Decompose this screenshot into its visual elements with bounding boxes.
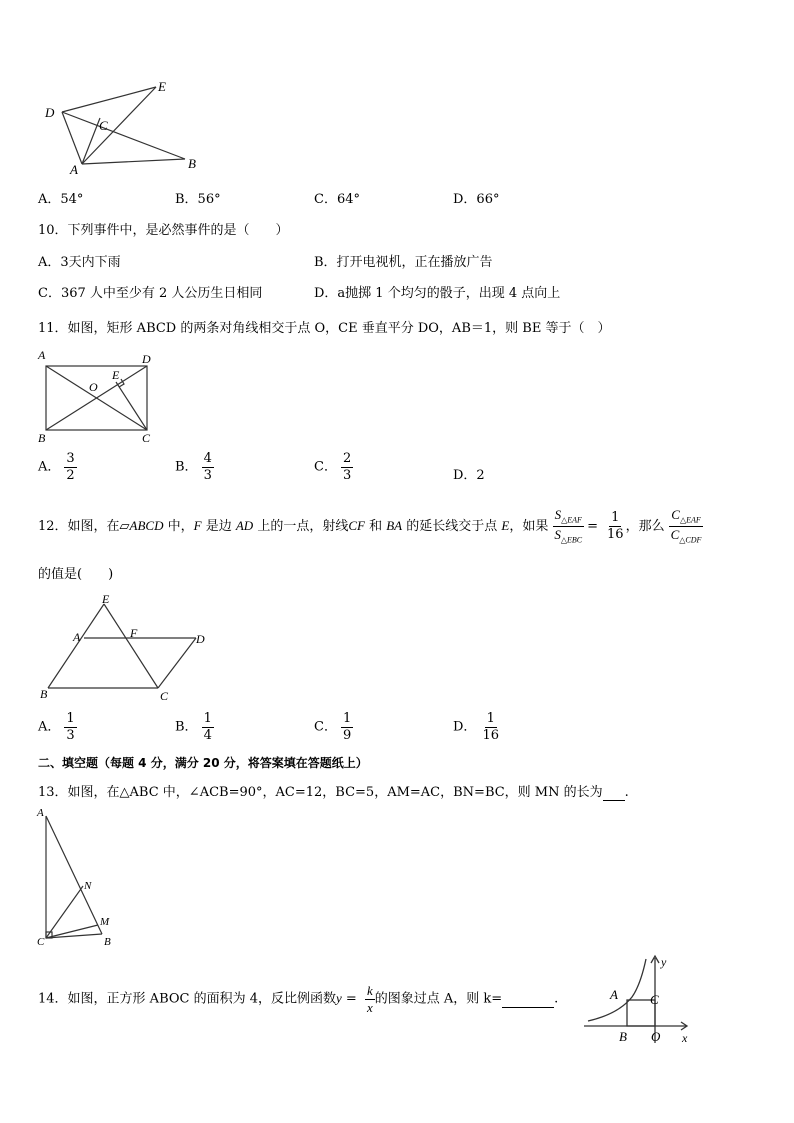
q14-answer-blank[interactable]: [502, 992, 554, 1008]
q13-tail: .: [624, 785, 629, 800]
q12-option-a[interactable]: [38, 712, 77, 742]
q12-stem-mid2: 是边: [201, 518, 236, 534]
q11-label-o: O: [89, 380, 98, 394]
q10-option-d[interactable]: D．a抛掷 1 个均匀的骰子，出现 4 点向上: [314, 286, 561, 301]
q12-ratio-perimeter-den: $C_{\triangle CDF}$: [670, 526, 702, 545]
q12-label-d: D: [196, 632, 205, 646]
q12-label-b: B: [40, 687, 48, 701]
q12-stem-mid4: 和: [364, 518, 387, 534]
q10-option-b[interactable]: B．打开电视机，正在播放广告: [314, 255, 493, 270]
q12-option-d-label: D．: [453, 719, 477, 735]
q11-label-d: D: [142, 352, 151, 366]
q9-option-c[interactable]: C．64°: [314, 192, 360, 207]
q12-stem-mid6: ，如果: [509, 518, 549, 534]
q10-option-a[interactable]: A．3天内下雨: [38, 255, 121, 270]
q12-ratio-area: [552, 508, 584, 545]
q11-option-a[interactable]: [38, 452, 77, 482]
q13-answer-blank[interactable]: [603, 785, 625, 801]
q9-option-b[interactable]: B．56°: [175, 192, 221, 207]
q9-figure: [38, 78, 208, 178]
q12-option-b[interactable]: [175, 712, 214, 742]
q12-figure: [36, 592, 216, 707]
q9-option-d[interactable]: D．66°: [453, 192, 500, 207]
q12-stem-mid7: ，那么: [625, 518, 665, 534]
q11-label-c: C: [142, 431, 151, 445]
q12-label-e: E: [102, 592, 110, 606]
q14-stem: [38, 984, 558, 1014]
q12-stem-mid1: 中，: [163, 518, 194, 534]
q12-option-c-label: C．: [314, 719, 337, 735]
q14-var-y: y: [336, 990, 342, 1006]
q12-option-b-label: B．: [175, 719, 198, 735]
q12-label-a: A: [73, 630, 81, 644]
q14-figure: [584, 953, 696, 1048]
q12-option-c[interactable]: [314, 712, 353, 742]
q14-label-o: O: [651, 1029, 661, 1044]
q12-label-f: F: [130, 626, 138, 640]
q12-option-d[interactable]: [453, 712, 501, 742]
q14-function-fraction: $\frac{k}{x}$: [366, 983, 373, 1015]
q11-stem: 11．如图，矩形 ABCD 的两条对角线相交于点 O，CE 垂直平分 DO，AB＝1，则 BE 等于（ ）: [38, 321, 611, 336]
q12-option-b-fraction: $\frac{1}{4}$: [203, 711, 212, 743]
q12-var-f: F: [193, 517, 202, 533]
q12-stem: 12．如图，在▱ABCD 中，F 是边 AD 上的一点，射线CF 和 BA 的延长线交于点 E，如果 $\frac{S_{\triangle EAF}}{S_{\triangle EBC}}$ = $\frac{1}{16}$ ，那么 $\frac{C_{\triangle EAF}}{C_{\triangle CDF}}$: [38, 507, 702, 545]
q13-figure: [34, 806, 124, 951]
q13-stem: [38, 781, 629, 801]
q12-option-a-label: A．: [38, 719, 61, 735]
q12-ratio-area-den: $S_{\triangle EBC}$: [554, 526, 583, 545]
q12-var-e: E: [501, 517, 510, 533]
q11-label-b: B: [38, 431, 46, 445]
q14-stem-suffix: 的图象过点 A，则 k=: [374, 991, 503, 1007]
q10-option-c[interactable]: C．367 人中至少有 2 人公历生日相同: [38, 286, 263, 301]
q14-label-b: B: [619, 1029, 627, 1044]
q11-option-b-fraction: [202, 452, 214, 482]
q11-option-c-den: 3: [342, 467, 352, 483]
q11-option-c-fraction: [341, 452, 353, 482]
q10-stem: 10．下列事件中，是必然事件的是（ ）: [38, 223, 289, 238]
q14-stem-prefix: 14．如图，正方形 ABOC 的面积为 4，反比例函数: [38, 991, 336, 1007]
q11-option-b-num: 4: [203, 451, 212, 466]
q11-label-a: A: [38, 348, 46, 362]
q12-ratio-perimeter: [669, 508, 704, 545]
q13-label-n: N: [84, 880, 92, 892]
q12-stem-line2: 的值是( ): [38, 567, 114, 582]
q12-stem-mid3: 上的一点，射线: [253, 518, 349, 534]
q12-option-c-fraction: $\frac{1}{9}$: [342, 711, 352, 743]
q12-stem-prefix: 12．如图，在: [38, 518, 120, 534]
q12-stem-mid5: 的延长线交于点: [402, 518, 502, 534]
q14-tail: .: [554, 991, 559, 1007]
q13-label-c: C: [37, 936, 45, 948]
q12-option-d-fraction: $\frac{1}{16}$: [482, 711, 499, 743]
q12-ratio-value: $\frac{1}{16}$: [607, 510, 624, 542]
q9-label-d: D: [45, 105, 55, 120]
q11-option-a-label: A．: [38, 459, 61, 475]
q9-label-c: C: [99, 118, 108, 133]
q12-label-c: C: [160, 689, 169, 703]
q11-option-b[interactable]: [175, 452, 214, 482]
q12-ratio-perimeter-num: $C_{\triangle EAF}$: [669, 508, 702, 527]
q14-label-x: x: [682, 1031, 688, 1045]
q12-var-ad: AD: [235, 517, 254, 533]
q14-equals: =: [341, 991, 361, 1007]
q13-label-m: M: [100, 916, 110, 928]
q11-option-a-fraction: [64, 452, 76, 482]
q11-option-c[interactable]: [314, 452, 353, 482]
q9-label-b: B: [188, 156, 196, 171]
q13-stem-text: 13．如图，在△ABC 中，∠ACB=90°，AC=12，BC=5，AM=AC，BN=BC，则 MN 的长为: [38, 785, 603, 800]
q11-option-c-num: 2: [342, 451, 352, 466]
q12-parallelogram: ▱ABCD: [119, 517, 164, 533]
q12-ratio-area-num: $S_{\triangle EAF}$: [553, 508, 584, 527]
q12-var-cf: CF: [348, 517, 365, 533]
q9-option-a[interactable]: A．54°: [38, 192, 84, 207]
q14-label-c: C: [650, 992, 659, 1007]
q13-label-b: B: [104, 936, 111, 948]
q14-label-y: y: [661, 955, 667, 969]
q12-var-ba: BA: [386, 517, 403, 533]
q12-option-a-fraction: $\frac{1}{3}$: [66, 711, 75, 743]
q11-option-b-den: 3: [203, 467, 212, 483]
q11-label-e: E: [112, 368, 120, 382]
q9-label-a: A: [70, 162, 78, 177]
q11-option-b-label: B．: [175, 459, 198, 475]
q14-label-a: A: [610, 987, 618, 1002]
section-fill-in-header: 二、填空题（每题 4 分，满分 20 分，将答案填在答题纸上）: [38, 756, 368, 770]
q11-option-a-den: 2: [66, 467, 75, 483]
q11-option-a-num: 3: [66, 451, 75, 466]
q9-label-e: E: [158, 79, 166, 94]
q11-option-d[interactable]: D．2: [453, 468, 485, 483]
q13-label-a: A: [37, 807, 44, 819]
q11-option-c-label: C．: [314, 459, 337, 475]
q11-figure: [34, 346, 164, 446]
